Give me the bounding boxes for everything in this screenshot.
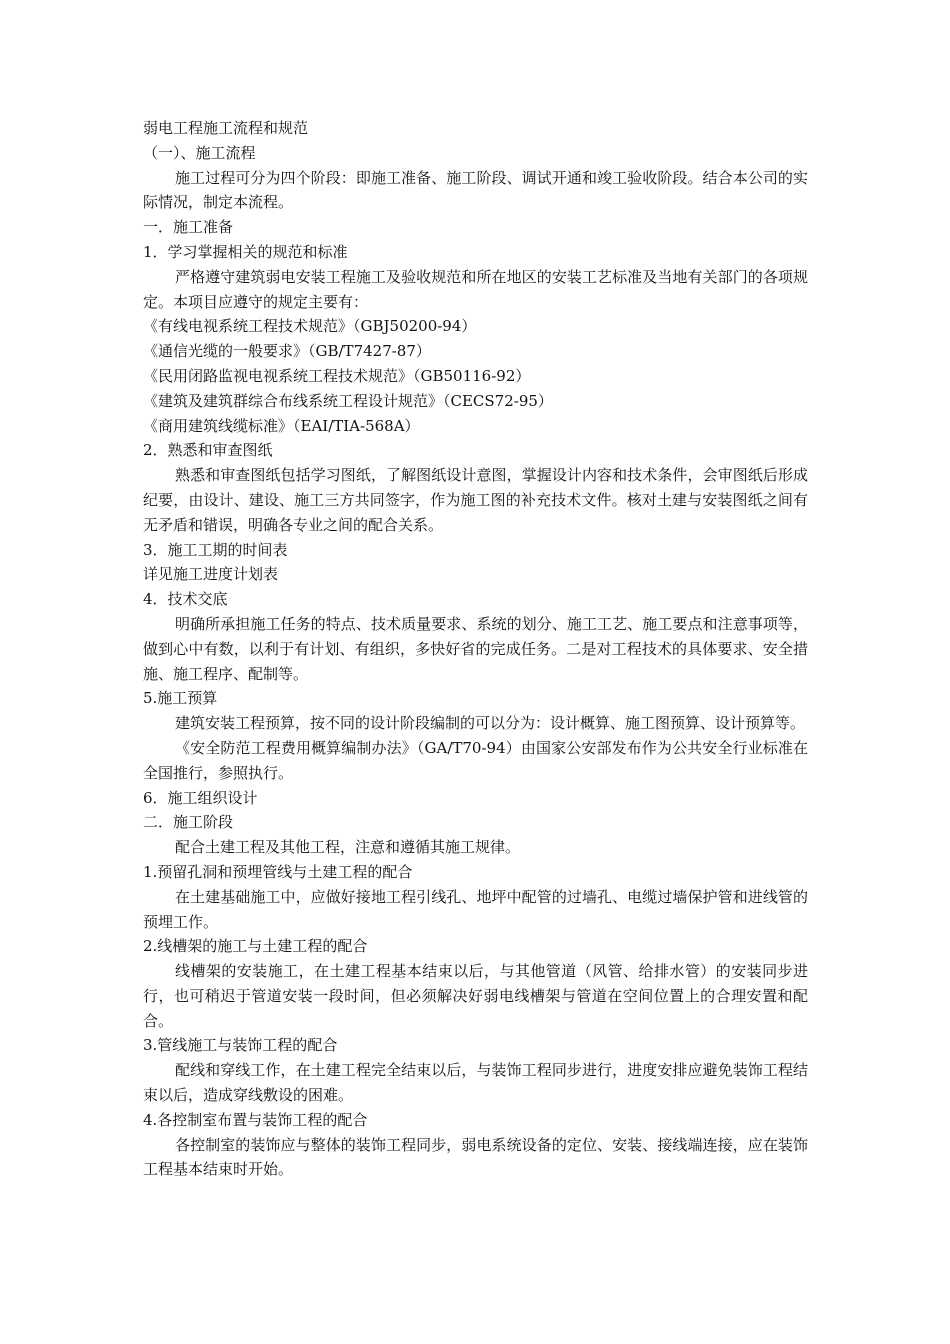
section-heading: 2．熟悉和审查图纸 (143, 441, 273, 460)
section-heading: 二．施工阶段 (143, 813, 234, 832)
section-heading: 《民用闭路监视电视系统工程技术规范》（GB50116-92） (143, 366, 531, 385)
body-paragraph: 建筑安装工程预算，按不同的设计阶段编制的可以分为：设计概算、施工图预算、设计预算等。 (175, 714, 806, 733)
section-heading: 详见施工进度计划表 (143, 565, 279, 584)
body-paragraph: 线槽架的安装施工，在土建工程基本结束以后，与其他管道（风管、给排水管）的安装同步进行，也可稍迟于管道安装一段时间，但必须解决好弱电线槽架与管道在空间位置上的合理安置和配合。 (143, 962, 808, 1030)
section-heading: 《通信光缆的一般要求》（GB/T7427-87） (143, 342, 431, 361)
section-heading: 4.各控制室布置与装饰工程的配合 (143, 1110, 368, 1129)
section-heading: 5.施工预算 (143, 689, 218, 708)
section-heading: 3．施工工期的时间表 (143, 540, 288, 559)
body-paragraph: 明确所承担施工任务的特点、技术质量要求、系统的划分、施工工艺、施工要点和注意事项等，做到心中有数，以利于有计划、有组织，多快好省的完成任务。二是对工程技术的具体要求、安全措施、施工程序、配制等。 (143, 614, 808, 683)
section-heading: 3.管线施工与装饰工程的配合 (143, 1036, 338, 1055)
section-heading: 一．施工准备 (143, 218, 234, 237)
body-paragraph: 各控制室的装饰应与整体的装饰工程同步，弱电系统设备的定位、安装、接线端连接，应在装饰工程基本结束时开始。 (143, 1135, 808, 1179)
section-heading: 2.线槽架的施工与土建工程的配合 (143, 937, 368, 956)
section-heading: 1.预留孔洞和预埋管线与土建工程的配合 (143, 862, 413, 881)
body-paragraph: 严格遵守建筑弱电安装工程施工及验收规范和所在地区的安装工艺标准及当地有关部门的各项规定。本项目应遵守的规定主要有： (143, 267, 808, 311)
body-paragraph: 配合土建工程及其他工程，注意和遵循其施工规律。 (175, 838, 521, 857)
document-title: 弱电工程施工流程和规范 (143, 119, 309, 137)
section-heading: 《商用建筑线缆标准》（EAI/TIA-568A） (143, 416, 420, 435)
body-paragraph: 熟悉和审查图纸包括学习图纸，了解图纸设计意图，掌握设计内容和技术条件，会审图纸后形成纪要，由设计、建设、施工三方共同签字，作为施工图的补充技术文件。核对土建与安装图纸之间有无矛盾和错误，明确各专业之间的配合关系。 (143, 466, 808, 534)
section-heading: 1．学习掌握相关的规范和标准 (143, 242, 348, 261)
body-paragraph: 施工过程可分为四个阶段：即施工准备、施工阶段、调试开通和竣工验收阶段。结合本公司的实际情况，制定本流程。 (143, 168, 808, 212)
document-paragraphs (143, 141, 808, 1182)
section-heading: 6．施工组织设计 (143, 788, 258, 807)
section-heading: 4．技术交底 (143, 590, 228, 609)
body-paragraph: 在土建基础施工中，应做好接地工程引线孔、地坪中配管的过墙孔、电缆过墙保护管和进线管的预埋工作。 (143, 887, 808, 931)
body-paragraph: 配线和穿线工作，在土建工程完全结束以后，与装饰工程同步进行，进度安排应避免装饰工程结束以后，造成穿线敷设的困难。 (143, 1061, 808, 1105)
body-paragraph: 《安全防范工程费用概算编制办法》（GA/T70-94）由国家公安部发布作为公共安全行业标准在全国推行，参照执行。 (143, 738, 808, 782)
section-heading: 《有线电视系统工程技术规范》（GBJ50200-94） (143, 317, 477, 336)
section-heading: （一）、施工流程 (143, 143, 256, 162)
document-body (143, 116, 808, 1182)
section-heading: 《建筑及建筑群综合布线系统工程设计规范》（CECS72-95） (143, 391, 553, 410)
